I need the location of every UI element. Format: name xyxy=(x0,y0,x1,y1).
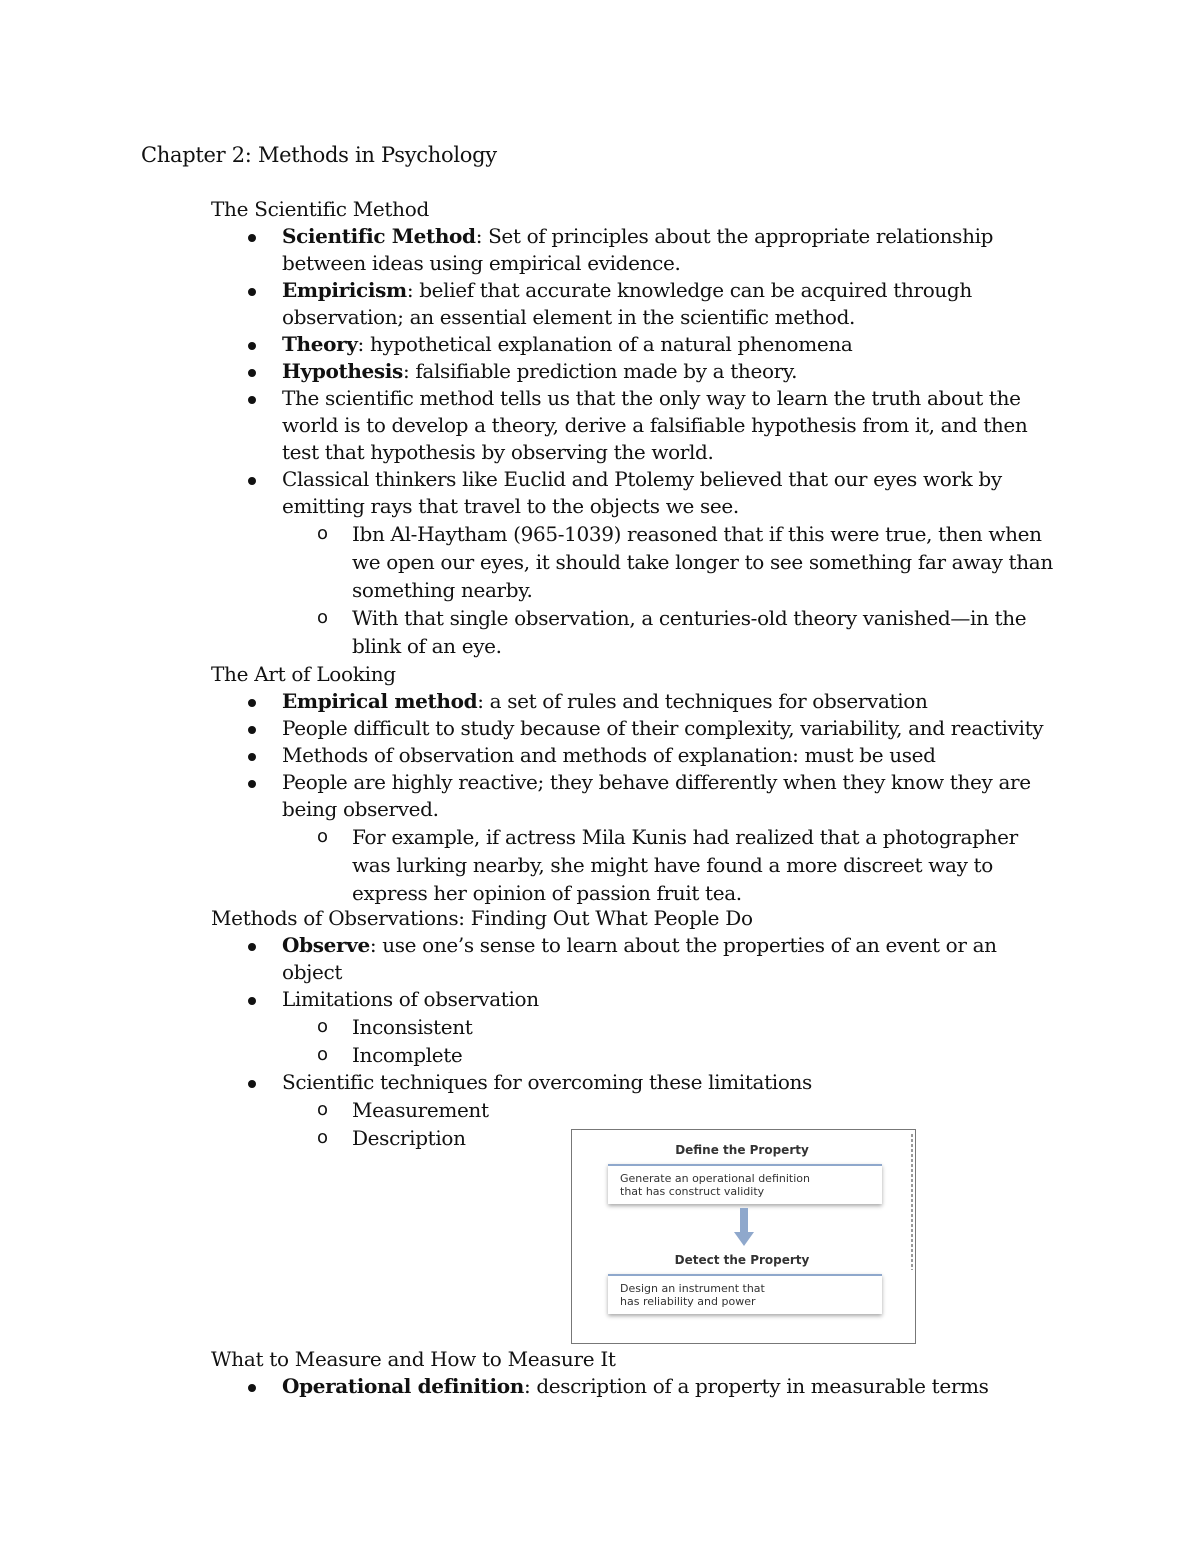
item-text: Scientific techniques for overcoming these limitations xyxy=(282,1070,812,1094)
figure-credit-mark xyxy=(908,1130,916,1343)
term: Hypothesis xyxy=(282,359,403,383)
item-text: The scientific method tells us that the only way to learn the truth about the world is to develop a theory, derive a falsifiable hypothesis from it, and then test that hypothesis by observing the world. xyxy=(282,386,1028,464)
sub-bullet-icon: o xyxy=(317,826,328,847)
list-item xyxy=(211,769,1062,907)
item-text: : use one’s sense to learn about the properties of an event or an object xyxy=(282,933,997,984)
item-text: People are highly reactive; they behave differently when they know they are being observed. xyxy=(282,770,1031,821)
sub-bullet-icon: o xyxy=(317,1099,328,1120)
bullet-icon xyxy=(248,396,256,404)
bullet-list xyxy=(211,223,1062,660)
item-text: Methods of observation and methods of explanation: must be used xyxy=(282,743,936,767)
sub-list xyxy=(282,1013,1062,1069)
item-text: Limitations of observation xyxy=(282,987,539,1011)
list-item xyxy=(211,277,1062,331)
bullet-icon xyxy=(248,1384,256,1392)
term: Operational definition xyxy=(282,1374,524,1398)
section-what-to-measure xyxy=(211,1346,1062,1400)
bullet-icon xyxy=(248,943,256,951)
document-title: Chapter 2: Methods in Psychology xyxy=(141,143,497,167)
item-text: : Set of principles about the appropriate relationship between ideas using empirical evidence. xyxy=(282,224,994,275)
sub-bullet-icon: o xyxy=(317,523,328,544)
section-scientific-method xyxy=(211,196,1062,660)
bullet-icon xyxy=(248,342,256,350)
item-text: Classical thinkers like Euclid and Ptolemy believed that our eyes work by emitting rays that travel to the objects we see. xyxy=(282,467,1002,518)
bullet-list xyxy=(211,932,1062,1152)
sub-list-item xyxy=(282,1096,1062,1124)
figure-box-define-line1: Generate an operational definition xyxy=(620,1172,810,1185)
bullet-icon xyxy=(248,997,256,1005)
section-methods-of-observation xyxy=(211,905,1062,1152)
item-text: : belief that accurate knowledge can be acquired through observation; an essential element in the scientific method. xyxy=(282,278,972,329)
sub-list-item xyxy=(282,823,1062,907)
sub-bullet-icon: o xyxy=(317,1127,328,1148)
term: Theory xyxy=(282,332,358,356)
figure-box-define xyxy=(608,1164,882,1204)
item-text: : description of a property in measurable terms xyxy=(523,1374,989,1398)
sub-item-text: Description xyxy=(352,1126,466,1150)
list-item xyxy=(211,331,1062,358)
sub-bullet-icon: o xyxy=(317,607,328,628)
list-item xyxy=(211,986,1062,1069)
bullet-icon xyxy=(248,288,256,296)
sub-list-item xyxy=(282,604,1062,660)
bullet-list xyxy=(211,1373,1062,1400)
bullet-icon xyxy=(248,234,256,242)
list-item xyxy=(211,466,1062,660)
item-text: : falsifiable prediction made by a theory. xyxy=(402,359,798,383)
term: Empiricism xyxy=(282,278,407,302)
figure-box-detect xyxy=(608,1274,882,1314)
section-heading: What to Measure and How to Measure It xyxy=(211,1347,616,1371)
sub-item-text: For example, if actress Mila Kunis had realized that a photographer was lurking nearby, she might have found a more discreet way to express her opinion of passion fruit tea. xyxy=(352,825,1018,905)
list-item xyxy=(211,358,1062,385)
sub-item-text: Inconsistent xyxy=(352,1015,473,1039)
measurement-flow-figure xyxy=(571,1129,916,1344)
bullet-icon xyxy=(248,726,256,734)
bullet-icon xyxy=(248,753,256,761)
bullet-icon xyxy=(248,1080,256,1088)
bullet-icon xyxy=(248,477,256,485)
item-text: People difficult to study because of their complexity, variability, and reactivity xyxy=(282,716,1044,740)
list-item xyxy=(211,715,1062,742)
list-item xyxy=(211,688,1062,715)
term: Scientific Method xyxy=(282,224,476,248)
bullet-icon xyxy=(248,780,256,788)
list-item xyxy=(211,385,1062,466)
sub-list-item xyxy=(282,1041,1062,1069)
sub-list xyxy=(282,823,1062,907)
figure-box-detect-line2: has reliability and power xyxy=(620,1295,756,1308)
bullet-list xyxy=(211,688,1062,907)
sub-item-text: Ibn Al-Haytham (965-1039) reasoned that if this were true, then when we open our eyes, it should take longer to see something far away than something nearby. xyxy=(352,522,1053,602)
sub-list-item xyxy=(282,520,1062,604)
item-text: : a set of rules and techniques for observation xyxy=(477,689,928,713)
sub-item-text: Incomplete xyxy=(352,1043,463,1067)
list-item xyxy=(211,1373,1062,1400)
sub-list-item xyxy=(282,1013,1062,1041)
figure-heading-detect: Detect the Property xyxy=(674,1253,810,1267)
sub-bullet-icon: o xyxy=(317,1016,328,1037)
figure-heading-define: Define the Property xyxy=(675,1143,809,1157)
section-heading: The Scientific Method xyxy=(211,197,429,221)
section-heading: Methods of Observations: Finding Out What People Do xyxy=(211,906,753,930)
list-item xyxy=(211,223,1062,277)
section-heading: The Art of Looking xyxy=(211,662,396,686)
down-arrow-icon xyxy=(734,1208,754,1248)
item-text: : hypothetical explanation of a natural phenomena xyxy=(357,332,853,356)
section-art-of-looking xyxy=(211,661,1062,907)
term: Observe xyxy=(282,933,370,957)
sub-bullet-icon: o xyxy=(317,1044,328,1065)
sub-list xyxy=(282,520,1062,660)
sub-item-text: With that single observation, a centuries-old theory vanished—in the blink of an eye. xyxy=(352,606,1027,658)
list-item xyxy=(211,932,1062,986)
bullet-icon xyxy=(248,369,256,377)
figure-box-detect-line1: Design an instrument that xyxy=(620,1282,765,1295)
sub-item-text: Measurement xyxy=(352,1098,489,1122)
figure-box-define-line2: that has construct validity xyxy=(620,1185,765,1198)
list-item xyxy=(211,742,1062,769)
bullet-icon xyxy=(248,699,256,707)
term: Empirical method xyxy=(282,689,478,713)
